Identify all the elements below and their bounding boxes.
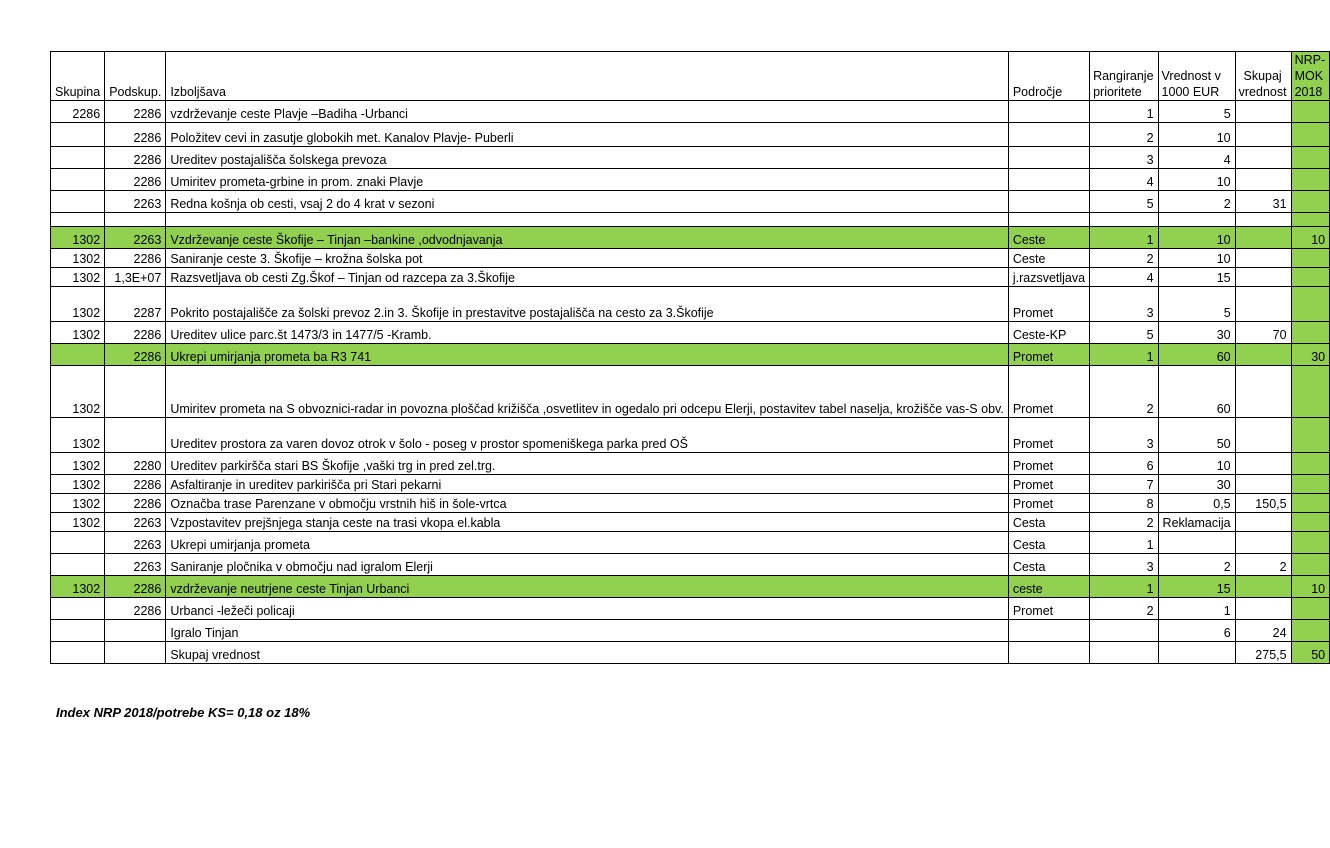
table-row: [51, 366, 1330, 418]
cell-nrp: [1291, 598, 1330, 620]
cell-vrednost: 2: [1158, 191, 1235, 213]
cell-podrocje: [1008, 169, 1089, 191]
cell-nrp: [1291, 287, 1330, 322]
cell-podrocje: Promet: [1008, 287, 1089, 322]
cell-podrocje: Promet: [1008, 344, 1089, 366]
cell-podrocje: Ceste: [1008, 249, 1089, 268]
cell-nrp: [1291, 191, 1330, 213]
cell-nrp: 10: [1291, 576, 1330, 598]
table-row: [51, 123, 1330, 147]
table-row: [51, 554, 1330, 576]
table-row: [51, 418, 1330, 453]
cell-skupaj: [1235, 249, 1291, 268]
header-rangiranje: Rangiranje prioritete: [1090, 52, 1158, 101]
cell-vrednost: 10: [1158, 249, 1235, 268]
table-row: [51, 101, 1330, 123]
cell-rang: 3: [1090, 147, 1158, 169]
table-row: [51, 227, 1330, 249]
cell-podskup: 2280: [105, 453, 166, 475]
cell-izboljsava: Ureditev ulice parc.št 1473/3 in 1477/5 -Kramb.: [166, 322, 1009, 344]
cell-vrednost: 10: [1158, 227, 1235, 249]
cell-skupaj: 24: [1235, 620, 1291, 642]
cell-skupina: 1302: [51, 287, 105, 322]
cell-izboljsava: Urbanci -ležeči policaji: [166, 598, 1009, 620]
cell-nrp: [1291, 453, 1330, 475]
cell-nrp: [1291, 322, 1330, 344]
cell-izboljsava: Saniranje pločnika v območju nad igralom Elerji: [166, 554, 1009, 576]
cell-podskup: 2263: [105, 227, 166, 249]
cell-skupina: 1302: [51, 249, 105, 268]
cell-skupaj: [1235, 453, 1291, 475]
table-row: [51, 287, 1330, 322]
cell-skupina: [51, 554, 105, 576]
cell-skupaj: [1235, 101, 1291, 123]
cell-vrednost: 10: [1158, 453, 1235, 475]
cell-podrocje: [1008, 642, 1089, 664]
cell-skupina: [51, 191, 105, 213]
cell-vrednost: 10: [1158, 169, 1235, 191]
cell-rang: 3: [1090, 554, 1158, 576]
cell-izboljsava: Ureditev postajališča šolskega prevoza: [166, 147, 1009, 169]
cell-izboljsava: Vzdrževanje ceste Škofije – Tinjan –bankine ,odvodnjavanja: [166, 227, 1009, 249]
cell-rang: 2: [1090, 513, 1158, 532]
cell-podrocje: Promet: [1008, 418, 1089, 453]
cell-skupaj: [1235, 418, 1291, 453]
cell-nrp: [1291, 554, 1330, 576]
cell-nrp: [1291, 268, 1330, 287]
cell-rang: 2: [1090, 598, 1158, 620]
cell-podrocje: [1008, 123, 1089, 147]
cell-vrednost: 15: [1158, 576, 1235, 598]
cell-izboljsava: vzdrževanje neutrjene ceste Tinjan Urbanci: [166, 576, 1009, 598]
cell-skupaj: 31: [1235, 191, 1291, 213]
cell-rang: 4: [1090, 268, 1158, 287]
cell-podskup: [105, 642, 166, 664]
cell-izboljsava: Ureditev prostora za varen dovoz otrok v šolo - poseg v prostor spomeniškega parka pred OŠ: [166, 418, 1009, 453]
cell-skupaj: [1235, 268, 1291, 287]
cell-podrocje: Promet: [1008, 475, 1089, 494]
cell-izboljsava: Ukrepi umirjanja prometa ba R3 741: [166, 344, 1009, 366]
cell-skupina: [51, 344, 105, 366]
cell-nrp: [1291, 213, 1330, 227]
cell-podrocje: Promet: [1008, 366, 1089, 418]
cell-podrocje: [1008, 101, 1089, 123]
table-row: [51, 344, 1330, 366]
cell-vrednost: 5: [1158, 287, 1235, 322]
cell-skupaj: [1235, 576, 1291, 598]
cell-podrocje: [1008, 620, 1089, 642]
cell-izboljsava: Ukrepi umirjanja prometa: [166, 532, 1009, 554]
cell-podskup: 2286: [105, 576, 166, 598]
cell-podskup: [105, 418, 166, 453]
cell-skupina: [51, 532, 105, 554]
table-row: [51, 249, 1330, 268]
cell-podskup: 2263: [105, 554, 166, 576]
cell-vrednost: 0,5: [1158, 494, 1235, 513]
cell-skupaj: [1235, 227, 1291, 249]
table-row: [51, 191, 1330, 213]
cell-podskup: [105, 366, 166, 418]
cell-rang: 5: [1090, 191, 1158, 213]
cell-vrednost: [1158, 532, 1235, 554]
header-podrocje: Področje: [1008, 52, 1089, 101]
cell-skupina: [51, 147, 105, 169]
cell-nrp: [1291, 366, 1330, 418]
cell-nrp: [1291, 418, 1330, 453]
cell-skupina: [51, 620, 105, 642]
cell-skupina: 1302: [51, 268, 105, 287]
cell-vrednost: 15: [1158, 268, 1235, 287]
cell-podskup: 1,3E+07: [105, 268, 166, 287]
cell-podskup: [105, 213, 166, 227]
cell-skupaj: [1235, 598, 1291, 620]
cell-skupaj: [1235, 513, 1291, 532]
cell-rang: 3: [1090, 418, 1158, 453]
table-row: [51, 532, 1330, 554]
cell-skupaj: [1235, 532, 1291, 554]
cell-izboljsava: Položitev cevi in zasutje globokih met. Kanalov Plavje- Puberli: [166, 123, 1009, 147]
cell-vrednost: 4: [1158, 147, 1235, 169]
cell-vrednost: 10: [1158, 123, 1235, 147]
table-row: [51, 147, 1330, 169]
cell-skupaj: [1235, 287, 1291, 322]
cell-podskup: 2286: [105, 123, 166, 147]
table-row: [51, 620, 1330, 642]
cell-skupina: [51, 598, 105, 620]
cell-skupaj: 70: [1235, 322, 1291, 344]
cell-skupaj: [1235, 169, 1291, 191]
table-row: [51, 475, 1330, 494]
cell-nrp: [1291, 249, 1330, 268]
cell-podrocje: Cesta: [1008, 513, 1089, 532]
cell-rang: 3: [1090, 287, 1158, 322]
cell-izboljsava: Razsvetljava ob cesti Zg.Škof – Tinjan od razcepa za 3.Škofije: [166, 268, 1009, 287]
cell-vrednost: 5: [1158, 101, 1235, 123]
cell-podrocje: [1008, 191, 1089, 213]
cell-nrp: [1291, 169, 1330, 191]
cell-vrednost: 30: [1158, 475, 1235, 494]
cell-nrp: [1291, 620, 1330, 642]
cell-vrednost: [1158, 213, 1235, 227]
index-footnote: Index NRP 2018/potrebe KS= 0,18 oz 18%: [56, 705, 311, 720]
cell-rang: 6: [1090, 453, 1158, 475]
cell-podskup: 2286: [105, 101, 166, 123]
cell-podrocje: Promet: [1008, 598, 1089, 620]
cell-skupina: 1302: [51, 513, 105, 532]
cell-izboljsava: Pokrito postajališče za šolski prevoz 2.in 3. Škofije in prestavitve postajališča na cesto za 3.Škofije: [166, 287, 1009, 322]
cell-skupina: 1302: [51, 418, 105, 453]
cell-vrednost: Reklamacija: [1158, 513, 1235, 532]
cell-vrednost: 6: [1158, 620, 1235, 642]
cell-rang: 1: [1090, 344, 1158, 366]
header-podskup: Podskup.: [105, 52, 166, 101]
cell-skupina: [51, 123, 105, 147]
cell-nrp: [1291, 101, 1330, 123]
cell-podskup: 2286: [105, 475, 166, 494]
cell-podskup: 2263: [105, 191, 166, 213]
cell-izboljsava: Ureditev parkiršča stari BS Škofije ,vaški trg in pred zel.trg.: [166, 453, 1009, 475]
cell-rang: 8: [1090, 494, 1158, 513]
table-row: [51, 213, 1330, 227]
cell-skupaj: [1235, 147, 1291, 169]
cell-izboljsava: vzdrževanje ceste Plavje –Badiha -Urbanci: [166, 101, 1009, 123]
cell-rang: [1090, 620, 1158, 642]
cell-izboljsava: Saniranje ceste 3. Škofije – krožna šolska pot: [166, 249, 1009, 268]
cell-nrp: [1291, 532, 1330, 554]
cell-nrp: [1291, 513, 1330, 532]
cell-izboljsava: Umiritev prometa-grbine in prom. znaki Plavje: [166, 169, 1009, 191]
cell-rang: [1090, 213, 1158, 227]
cell-vrednost: 60: [1158, 344, 1235, 366]
table-row: [51, 642, 1330, 664]
cell-podskup: 2287: [105, 287, 166, 322]
table-row: [51, 453, 1330, 475]
cell-rang: 1: [1090, 227, 1158, 249]
cell-podskup: 2286: [105, 344, 166, 366]
cell-skupaj: 150,5: [1235, 494, 1291, 513]
header-skupina: Skupina: [51, 52, 105, 101]
cell-rang: 5: [1090, 322, 1158, 344]
cell-podskup: 2286: [105, 169, 166, 191]
cell-skupina: 1302: [51, 494, 105, 513]
cell-izboljsava: Redna košnja ob cesti, vsaj 2 do 4 krat v sezoni: [166, 191, 1009, 213]
cell-podskup: 2286: [105, 598, 166, 620]
header-vrednost: Vrednost v 1000 EUR: [1158, 52, 1235, 101]
cell-vrednost: 30: [1158, 322, 1235, 344]
cell-podrocje: Promet: [1008, 453, 1089, 475]
cell-vrednost: [1158, 642, 1235, 664]
cell-podrocje: ceste: [1008, 576, 1089, 598]
cell-podrocje: Ceste-KP: [1008, 322, 1089, 344]
cell-izboljsava: [166, 213, 1009, 227]
cell-rang: 2: [1090, 123, 1158, 147]
cell-izboljsava: Asfaltiranje in ureditev parkirišča pri Stari pekarni: [166, 475, 1009, 494]
cell-skupina: 1302: [51, 453, 105, 475]
cell-rang: 1: [1090, 576, 1158, 598]
cell-skupaj: 275,5: [1235, 642, 1291, 664]
cell-vrednost: 60: [1158, 366, 1235, 418]
cell-skupina: 1302: [51, 475, 105, 494]
cell-podskup: 2286: [105, 249, 166, 268]
table-row: [51, 268, 1330, 287]
cell-izboljsava: Skupaj vrednost: [166, 642, 1009, 664]
cell-podskup: 2286: [105, 322, 166, 344]
cell-nrp: 30: [1291, 344, 1330, 366]
cell-nrp: [1291, 494, 1330, 513]
cell-nrp: [1291, 147, 1330, 169]
cell-skupaj: [1235, 475, 1291, 494]
cell-podskup: 2286: [105, 494, 166, 513]
cell-izboljsava: Umiritev prometa na S obvoznici-radar in povozna ploščad križišča ,osvetlitev in ogedalo pri odcepu Elerji, postavitev tabel naselja, krožišče vas-S obv.: [166, 366, 1009, 418]
cell-podrocje: [1008, 213, 1089, 227]
header-skupaj: Skupaj vrednost: [1235, 52, 1291, 101]
cell-vrednost: 50: [1158, 418, 1235, 453]
cell-skupina: [51, 642, 105, 664]
cell-rang: [1090, 642, 1158, 664]
cell-podskup: 2263: [105, 532, 166, 554]
cell-rang: 1: [1090, 101, 1158, 123]
cell-vrednost: 1: [1158, 598, 1235, 620]
cell-nrp: 50: [1291, 642, 1330, 664]
cell-skupina: 2286: [51, 101, 105, 123]
cell-izboljsava: Označba trase Parenzane v območju vrstnih hiš in šole-vrtca: [166, 494, 1009, 513]
cell-skupaj: [1235, 366, 1291, 418]
cell-podrocje: Cesta: [1008, 532, 1089, 554]
table-row: [51, 598, 1330, 620]
cell-skupaj: [1235, 344, 1291, 366]
cell-skupaj: [1235, 123, 1291, 147]
cell-vrednost: 2: [1158, 554, 1235, 576]
cell-rang: 4: [1090, 169, 1158, 191]
cell-podrocje: Cesta: [1008, 554, 1089, 576]
cell-rang: 2: [1090, 366, 1158, 418]
table-row: [51, 322, 1330, 344]
cell-podrocje: Promet: [1008, 494, 1089, 513]
table-row: [51, 169, 1330, 191]
nrp-table: [50, 51, 1330, 664]
header-izboljsava: Izboljšava: [166, 52, 1009, 101]
header-nrp: NRP-MOK 2018: [1291, 52, 1330, 101]
cell-skupina: 1302: [51, 366, 105, 418]
cell-skupina: 1302: [51, 227, 105, 249]
cell-rang: 7: [1090, 475, 1158, 494]
cell-nrp: 10: [1291, 227, 1330, 249]
cell-podrocje: j.razsvetljava: [1008, 268, 1089, 287]
table-row: [51, 513, 1330, 532]
cell-skupina: 1302: [51, 322, 105, 344]
table-row: [51, 576, 1330, 598]
cell-podrocje: Ceste: [1008, 227, 1089, 249]
cell-skupaj: 2: [1235, 554, 1291, 576]
cell-skupina: [51, 169, 105, 191]
header-row: [51, 52, 1330, 101]
cell-izboljsava: Igralo Tinjan: [166, 620, 1009, 642]
cell-nrp: [1291, 123, 1330, 147]
cell-rang: 1: [1090, 532, 1158, 554]
cell-rang: 2: [1090, 249, 1158, 268]
cell-izboljsava: Vzpostavitev prejšnjega stanja ceste na trasi vkopa el.kabla: [166, 513, 1009, 532]
cell-podskup: 2286: [105, 147, 166, 169]
cell-podskup: 2263: [105, 513, 166, 532]
cell-podrocje: [1008, 147, 1089, 169]
cell-podskup: [105, 620, 166, 642]
cell-skupina: 1302: [51, 576, 105, 598]
cell-skupina: [51, 213, 105, 227]
cell-nrp: [1291, 475, 1330, 494]
table-row: [51, 494, 1330, 513]
cell-skupaj: [1235, 213, 1291, 227]
